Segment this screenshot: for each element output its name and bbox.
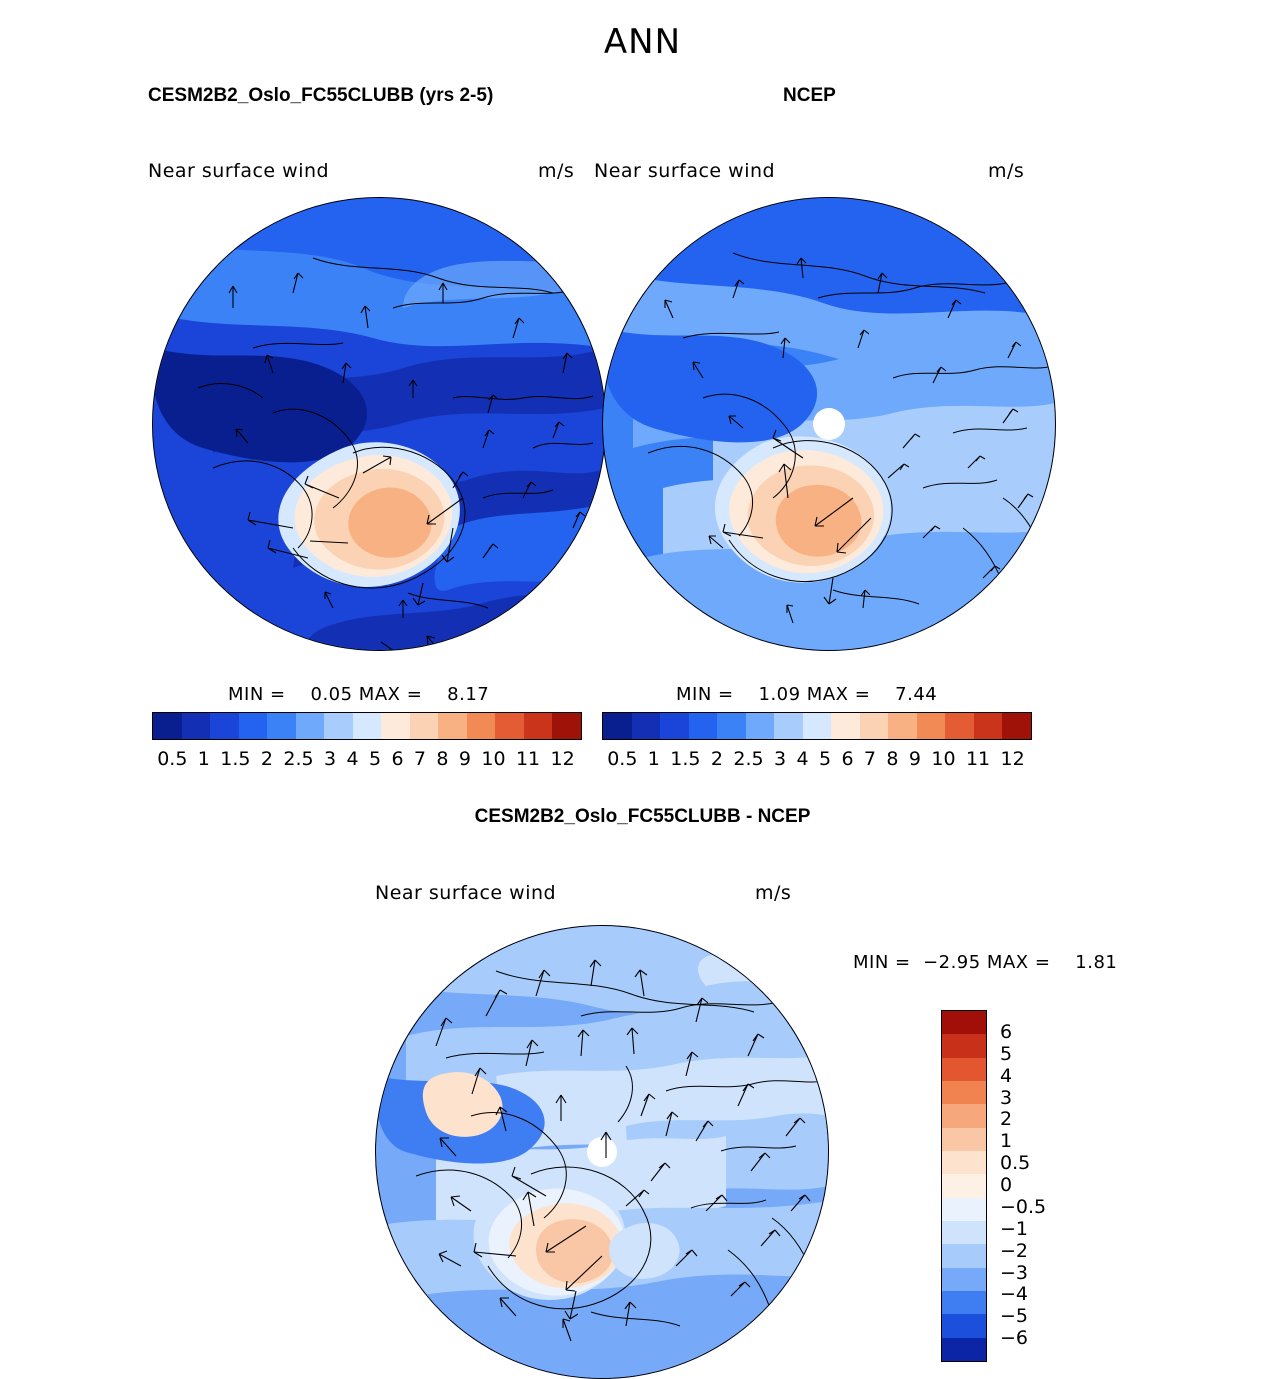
colorbar-swatch [467, 713, 496, 739]
colorbar-tick: 12 [1000, 748, 1025, 770]
colorbar-tick: 6 [391, 748, 404, 770]
colorbar-tick: −4 [1000, 1283, 1029, 1306]
colorbar-swatch [552, 713, 581, 739]
colorbar-swatch [942, 1104, 986, 1127]
colorbar-swatch [942, 1314, 986, 1337]
colorbar-model [152, 712, 582, 740]
map-panel-obs [602, 197, 1056, 651]
colorbar-tick: 3 [323, 748, 337, 770]
map-panel-model [152, 197, 606, 651]
colorbar-tick: 11 [965, 748, 991, 770]
colorbar-swatch [942, 1244, 986, 1267]
colorbar-tick: 1 [647, 748, 660, 770]
colorbar-tick: 1 [1000, 1130, 1013, 1153]
colorbar-tick: 0.5 [1000, 1152, 1031, 1175]
colorbar-swatch [942, 1151, 986, 1174]
colorbar-swatch [353, 713, 382, 739]
colorbar-swatch [942, 1128, 986, 1151]
units-label-obs: m/s [988, 160, 1025, 182]
colorbar-tick: 3 [773, 748, 787, 770]
variable-label-model: Near surface wind [148, 160, 330, 182]
colorbar-swatch [717, 713, 746, 739]
colorbar-tick: 4 [1000, 1064, 1013, 1087]
colorbar-tick: 0.5 [157, 748, 188, 770]
colorbar-tick: −3 [1000, 1261, 1029, 1284]
colorbar-ticks-obs [590, 748, 1042, 770]
panel-title-obs: NCEP [783, 85, 836, 106]
colorbar-swatch [945, 713, 974, 739]
colorbar-tick: 12 [550, 748, 575, 770]
colorbar-swatch [942, 1221, 986, 1244]
colorbar-tick: 0.5 [607, 748, 638, 770]
colorbar-swatch [860, 713, 889, 739]
colorbar-swatch [153, 713, 182, 739]
colorbar-swatch [942, 1338, 986, 1361]
colorbar-tick: 6 [1000, 1020, 1013, 1043]
colorbar-swatch [942, 1011, 986, 1034]
colorbar-ticks-model [140, 748, 592, 770]
colorbar-swatch [438, 713, 467, 739]
colorbar-tick: 7 [413, 748, 427, 770]
colorbar-tick: 10 [481, 748, 506, 770]
colorbar-swatch [942, 1198, 986, 1221]
colorbar-tick: 10 [931, 748, 956, 770]
colorbar-swatch [917, 713, 946, 739]
colorbar-tick: 2.5 [733, 748, 764, 770]
panel-title-diff: CESM2B2_Oslo_FC55CLUBB - NCEP [474, 806, 811, 827]
minmax-obs: MIN = 1.09 MAX = 7.44 [676, 684, 938, 705]
colorbar-swatch [603, 713, 632, 739]
colorbar-tick: 8 [436, 748, 449, 770]
units-label-diff: m/s [755, 882, 792, 904]
colorbar-swatch [210, 713, 239, 739]
panel-title-model: CESM2B2_Oslo_FC55CLUBB (yrs 2-5) [148, 85, 494, 106]
colorbar-swatch [746, 713, 775, 739]
colorbar-swatch [689, 713, 718, 739]
colorbar-swatch [831, 713, 860, 739]
colorbar-tick: −2 [1000, 1239, 1029, 1262]
colorbar-tick: 7 [863, 748, 877, 770]
colorbar-tick: 5 [368, 748, 382, 770]
colorbar-tick: 3 [1000, 1086, 1013, 1109]
colorbar-swatch [182, 713, 211, 739]
colorbar-swatch [942, 1058, 986, 1081]
colorbar-tick: 4 [346, 748, 359, 770]
colorbar-obs [602, 712, 1032, 740]
colorbar-tick: 9 [458, 748, 471, 770]
colorbar-tick: −6 [1000, 1327, 1029, 1350]
units-label-model: m/s [538, 160, 575, 182]
colorbar-swatch [942, 1291, 986, 1314]
colorbar-tick: 9 [908, 748, 921, 770]
colorbar-swatch [524, 713, 553, 739]
colorbar-tick: 2 [260, 748, 273, 770]
colorbar-tick: −1 [1000, 1217, 1029, 1240]
colorbar-swatch [774, 713, 803, 739]
colorbar-swatch [942, 1174, 986, 1197]
map-panel-diff [375, 925, 829, 1379]
colorbar-swatch [888, 713, 917, 739]
minmax-model: MIN = 0.05 MAX = 8.17 [228, 684, 490, 705]
variable-label-diff: Near surface wind [375, 882, 557, 904]
colorbar-tick: 2 [1000, 1108, 1013, 1131]
colorbar-swatch [495, 713, 524, 739]
colorbar-tick: 5 [818, 748, 832, 770]
colorbar-swatch [803, 713, 832, 739]
colorbar-swatch [942, 1034, 986, 1057]
colorbar-tick: 0 [1000, 1174, 1013, 1196]
colorbar-swatch [324, 713, 353, 739]
colorbar-tick: 2 [710, 748, 723, 770]
colorbar-diff-ticks [1000, 1010, 1060, 1360]
colorbar-swatch [974, 713, 1003, 739]
colorbar-diff [941, 1010, 987, 1362]
colorbar-tick: 1.5 [220, 748, 251, 770]
colorbar-swatch [660, 713, 689, 739]
colorbar-swatch [632, 713, 661, 739]
colorbar-swatch [267, 713, 296, 739]
colorbar-swatch [942, 1081, 986, 1104]
colorbar-swatch [381, 713, 410, 739]
colorbar-tick: 1 [197, 748, 210, 770]
colorbar-tick: 11 [515, 748, 541, 770]
colorbar-tick: 5 [1000, 1042, 1013, 1065]
colorbar-swatch [1002, 713, 1031, 739]
colorbar-swatch [410, 713, 439, 739]
colorbar-swatch [239, 713, 268, 739]
colorbar-tick: −0.5 [1000, 1195, 1047, 1218]
colorbar-tick: 4 [796, 748, 809, 770]
colorbar-tick: 6 [841, 748, 854, 770]
colorbar-tick: 2.5 [283, 748, 314, 770]
variable-label-obs: Near surface wind [594, 160, 776, 182]
colorbar-tick: 8 [886, 748, 899, 770]
colorbar-swatch [296, 713, 325, 739]
colorbar-tick: 1.5 [670, 748, 701, 770]
colorbar-swatch [942, 1268, 986, 1291]
colorbar-tick: −5 [1000, 1305, 1029, 1328]
figure-season-title: ANN [603, 22, 682, 62]
minmax-diff: MIN = −2.95 MAX = 1.81 [853, 952, 1118, 973]
